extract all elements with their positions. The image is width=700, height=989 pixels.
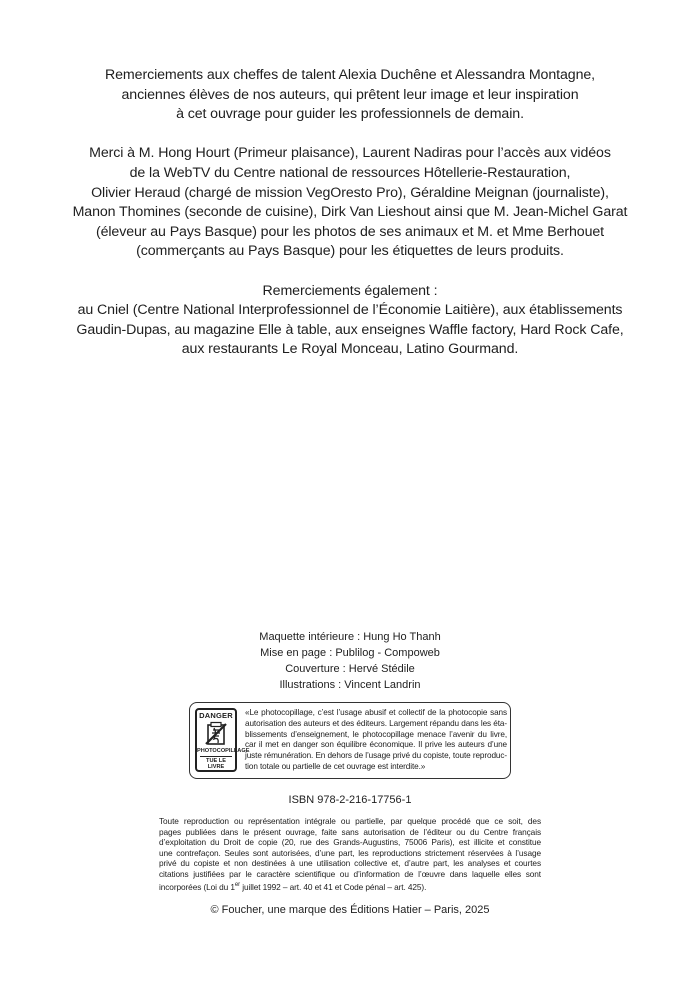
text-line: (commerçants au Pays Basque) pour les étiquettes de leurs produits.: [136, 243, 564, 260]
credit-layout: Maquette intérieure : Hung Ho Thanh: [259, 631, 441, 643]
danger-logo-line1: PHOTOCOPILLAGE: [197, 748, 250, 754]
photocopy-notice-box: [189, 702, 511, 779]
danger-logo: [195, 708, 250, 772]
copyright: © Foucher, une marque des Éditions Hatier – Paris, 2025: [210, 904, 490, 916]
text-line: [159, 880, 541, 892]
text-line: Gaudin-Dupas, au magazine Elle à table, aux enseignes Waffle factory, Hard Rock Cafe,: [76, 321, 624, 338]
danger-logo-title: DANGER: [199, 711, 233, 720]
text-line: blissements d’enseignement, le photocopillage menace l’avenir du livre,: [245, 729, 507, 739]
text-line: «Le photocopillage, c’est l’usage abusif et collectif de la photocopie sans: [245, 708, 507, 717]
no-photocopy-icon: [201, 721, 231, 747]
text-line: Remerciements aux cheffes de talent Alexia Duchêne et Alessandra Montagne,: [105, 67, 595, 83]
acknowledgements-paragraph-3: [0, 282, 700, 360]
danger-logo-line2: TUE LE LIVRE: [200, 756, 232, 771]
acknowledgements: [0, 66, 700, 380]
text-line: Merci à M. Hong Hourt (Primeur plaisance), Laurent Nadiras pour l’accès aux vidéos: [89, 145, 611, 162]
text-line: anciennes élèves de nos auteurs, qui prêtent leur image et leur inspiration: [121, 86, 579, 103]
acknowledgements-paragraph-1: [0, 66, 700, 125]
isbn: ISBN 978-2-216-17756-1: [288, 794, 412, 806]
text-line: (éleveur au Pays Basque) pour les photos de ses animaux et M. et Mme Berhouet: [95, 223, 605, 240]
text-line: juste rémunération. En dehors de l’usage privé du copiste, toute reproduc-: [245, 751, 507, 761]
text-line: aux restaurants Le Royal Monceau, Latino Gourmand.: [181, 341, 519, 358]
text-line: privé du copiste et non destinées à une utilisation collective et, d’autre part, les analyses et courtes: [159, 858, 541, 869]
legal-notice: [159, 816, 541, 892]
text-line: au Cniel (Centre National Interprofessionnel de l’Économie Laitière), aux établissements: [77, 302, 623, 319]
text-line: Manon Thomines (seconde de cuisine), Dirk Van Lieshout ainsi que M. Jean-Michel Garat: [72, 204, 628, 221]
acknowledgements-paragraph-2: [0, 144, 700, 262]
text-line: Remerciements également :: [262, 282, 438, 299]
text-line: pages publiées dans le présent ouvrage, faite sans autorisation de l’éditeur ou du Centre français: [159, 826, 541, 837]
photocopy-notice-text: [245, 708, 507, 773]
text-line: de la WebTV du Centre national de ressources Hôtellerie-Restauration,: [129, 164, 571, 181]
text-line: autorisation des auteurs et des éditeurs. Largement répandu dans les éta-: [245, 718, 507, 728]
credit-illustrations: Illustrations : Vincent Landrin: [279, 679, 421, 691]
legal-last-prefix: incorporées (Loi du 1: [159, 881, 235, 892]
legal-last-sup: er: [234, 881, 240, 888]
text-line: car il met en danger son équilibre économique. Il prive les auteurs d’une: [245, 740, 507, 750]
text-line: citations justifiées par le caractère scientifique ou d’information de l’œuvre dans laquelle elles sont: [159, 868, 541, 879]
credit-cover: Couverture : Hervé Stédile: [285, 663, 415, 675]
text-line: Toute reproduction ou représentation intégrale ou partielle, par quelque procédé que ce soit, des: [159, 816, 541, 826]
text-line: tion totale ou partielle de cet ouvrage est interdite.»: [245, 761, 426, 771]
credit-page-setting: Mise en page : Publilog - Compoweb: [260, 647, 440, 659]
credits: [0, 629, 700, 693]
text-line: à cet ouvrage pour guider les professionnels de demain.: [176, 106, 524, 123]
text-line: Olivier Heraud (chargé de mission VegOresto Pro), Géraldine Meignan (journaliste),: [91, 184, 609, 201]
text-line: d’exploitation du Droit de copie (20, rue des Grands-Augustins, 75006 Paris), est illicite et constitue: [159, 837, 541, 848]
legal-last-suffix: juillet 1992 – art. 40 et 41 et Code pénal – art. 425).: [240, 881, 427, 892]
text-line: une contrefaçon. Seules sont autorisées, d’une part, les reproductions strictement réservées à l’usage: [159, 847, 541, 858]
